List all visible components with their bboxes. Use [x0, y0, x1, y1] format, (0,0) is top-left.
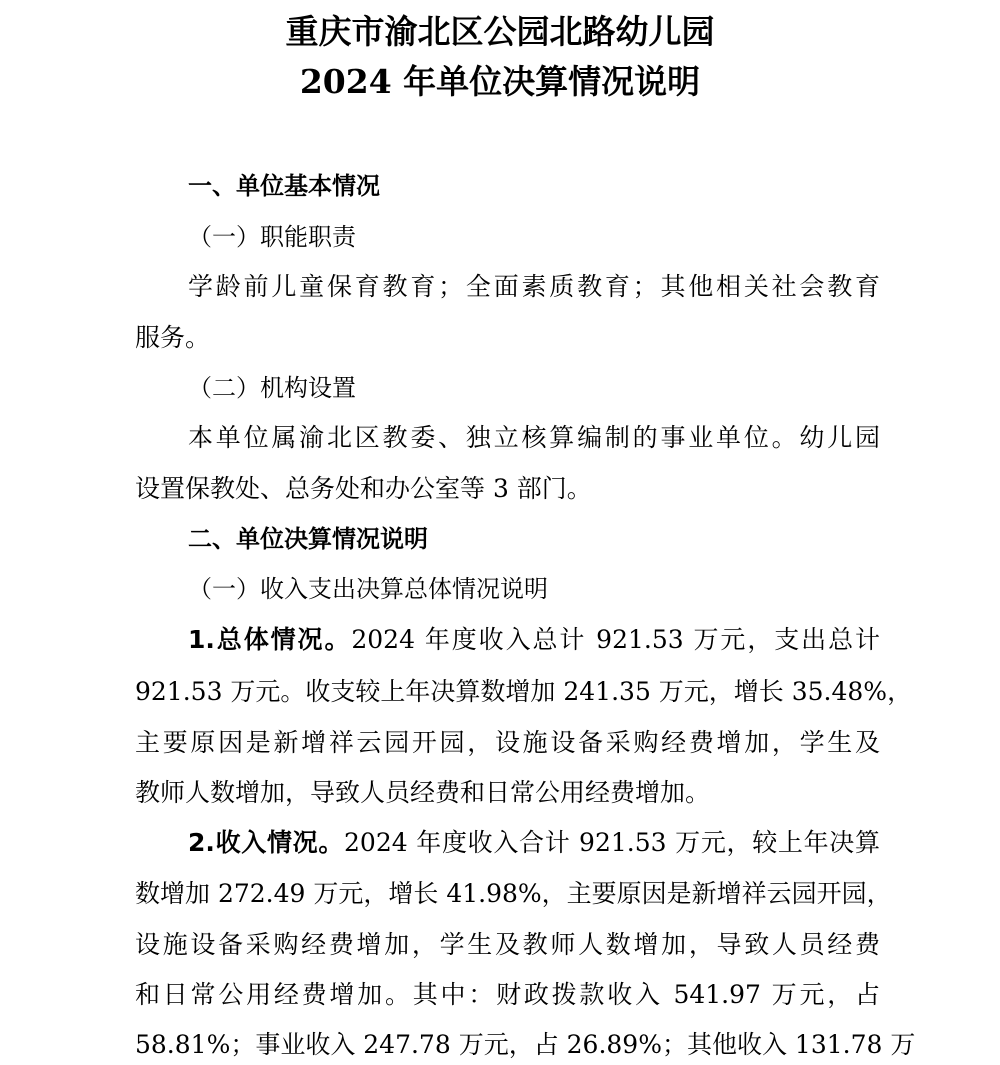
paragraph-text: 2024 年度收入总计 921.53 万元，支出总计 [351, 625, 880, 654]
subheading-organization: （二）机构设置 [188, 374, 356, 402]
paragraph-line: 主要原因是新增祥云园开园，设施设备采购经费增加，学生及 [135, 728, 880, 757]
paragraph-line: 本单位属渝北区教委、独立核算编制的事业单位。幼儿园 [188, 423, 880, 452]
section-heading-final-accounts: 二、单位决算情况说明 [188, 525, 428, 553]
subheading-income-expense-overview: （一）收入支出决算总体情况说明 [188, 575, 548, 603]
paragraph-line [188, 827, 880, 859]
paragraph-line: 设置保教处、总务处和办公室等 3 部门。 [135, 474, 592, 503]
subheading-duties: （一）职能职责 [188, 223, 356, 251]
paragraph-line: 学龄前儿童保育教育；全面素质教育；其他相关社会教育 [188, 272, 880, 301]
paragraph-line: 921.53 万元。收支较上年决算数增加 241.35 万元，增长 35.48%， [135, 677, 913, 706]
section-heading-basic-info: 一、单位基本情况 [188, 172, 380, 200]
paragraph-line: 服务。 [135, 323, 211, 352]
paragraph-lead-overall: 1.总体情况。 [188, 625, 352, 654]
paragraph-line: 58.81%；事业收入 247.78 万元，占 26.89%；其他收入 131.78 万 [135, 1030, 916, 1059]
paragraph-line: 设施设备采购经费增加，学生及教师人数增加，导致人员经费 [135, 930, 880, 959]
document-title-line-1: 重庆市渝北区公园北路幼儿园 [285, 12, 715, 51]
paragraph-line [188, 624, 880, 656]
paragraph-line: 数增加 272.49 万元，增长 41.98%，主要原因是新增祥云园开园， [135, 879, 892, 908]
paragraph-text: 2024 年度收入合计 921.53 万元，较上年决算 [344, 828, 880, 857]
paragraph-line: 和日常公用经费增加。其中：财政拨款收入 541.97 万元，占 [135, 980, 880, 1009]
paragraph-lead-income: 2.收入情况。 [188, 828, 345, 857]
paragraph-line: 教师人数增加，导致人员经费和日常公用经费增加。 [135, 778, 711, 807]
document-title-line-2: 2024 年单位决算情况说明 [299, 62, 701, 101]
